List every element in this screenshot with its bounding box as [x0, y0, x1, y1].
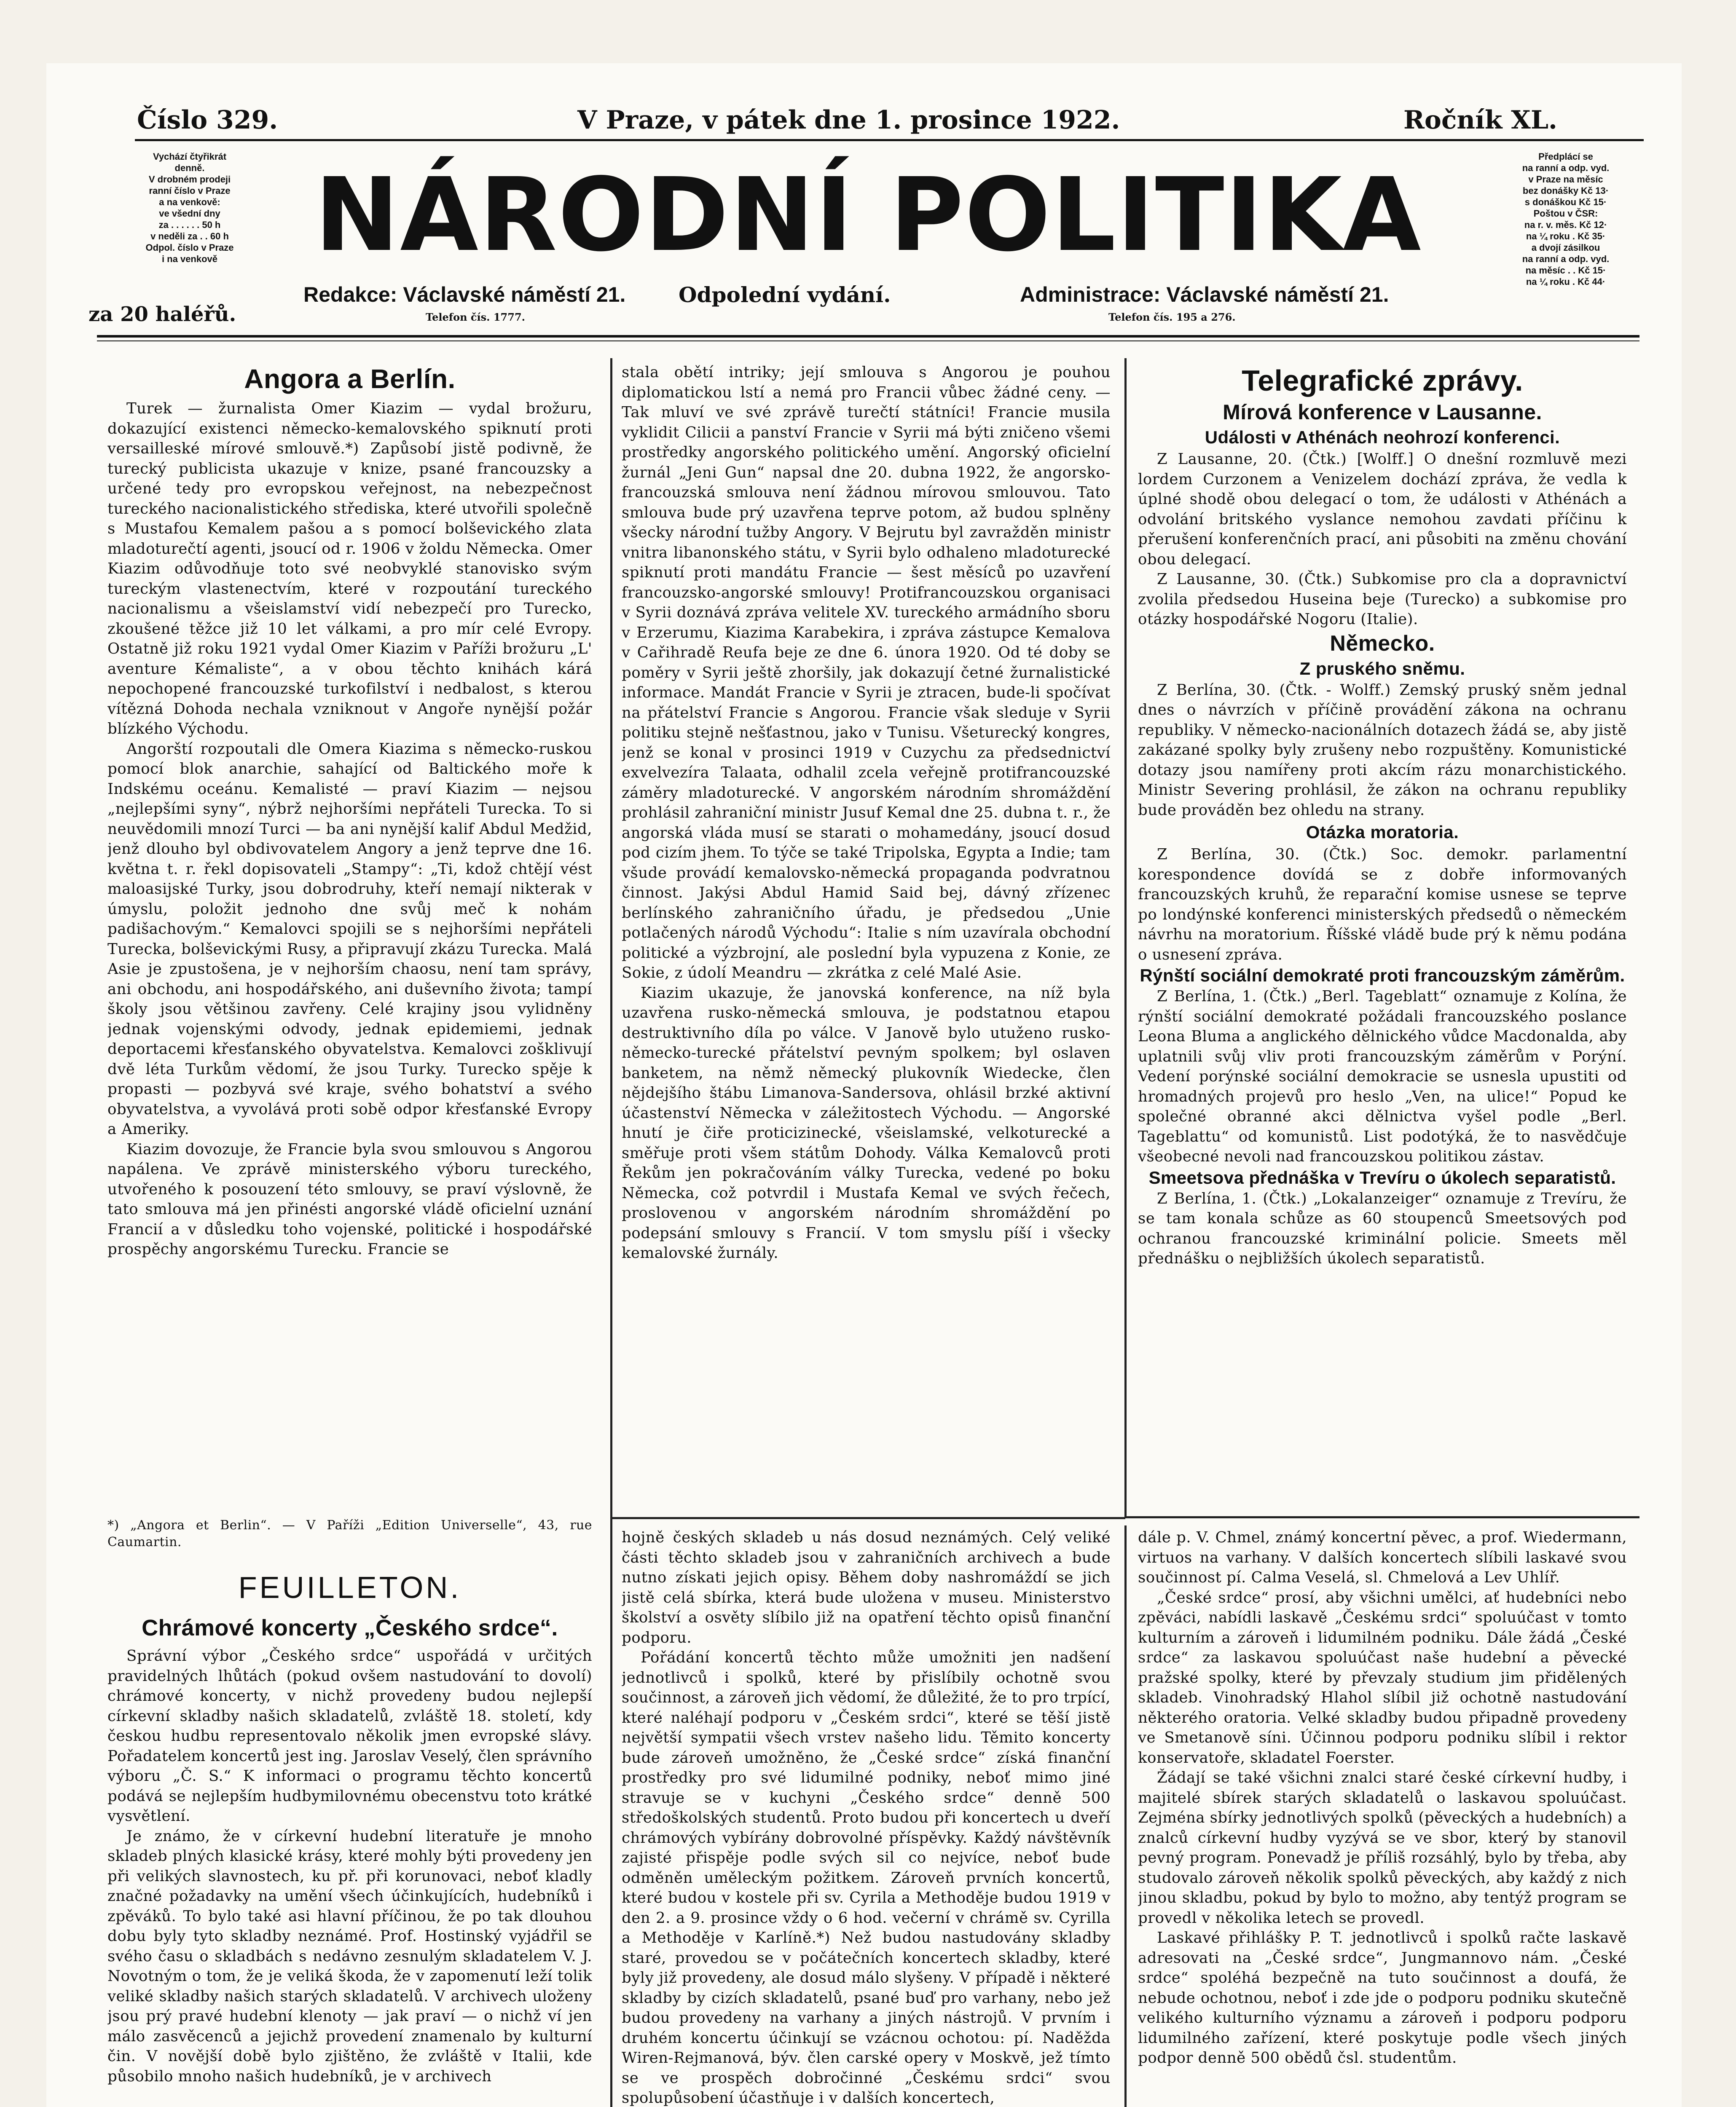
column-rule-3: [1124, 1525, 1127, 2107]
feuilleton-column-1: [107, 1568, 592, 2107]
telegram-paragraph: Z Berlína, 1. (Čtk.) „Berl. Tageblatt“ oznamuje z Kolína, že rýnští sociální demokraté požádali francouzského poslance Leona Bluma a anglického dělnického vůdce Macdonalda, aby uplatnili svůj vliv proti francouzským záměrům v Porýní. Vedení porýnské sociální demokracie se usnesla upustiti od hromadných projevů pro heslo „Ven, na ulice!“ Popud ke společné obranné akci dělnictva vyšel podle „Berl. Tageblattu“ od komunistů. List podotýká, že to nasvědčuje všeobecné nevoli nad francouzskou politikou zástav.: [1138, 988, 1627, 1165]
section-subheading: Z pruského sněmu.: [1299, 658, 1465, 678]
feuilleton-paragraph: Žádají se také všichni znalci staré české církevní hudby, i majitelé sbírek starých skladatelů o laskavou spoluúčast. Zejména sbírky jednotlivých spolků (pěveckých a hudebních) a znalců církevní hudby vyzývá se ve sbor, který by stanovil pevný program. Ponevadž je příliš rozsáhlý, bylo by třeba, aby studovalo zároveň několik spolků pěveckých, aby každý z nich jinou skladbu, pokud by bylo to možno, aby tentýž program se provedl v několika letech se provedl.: [1138, 1769, 1627, 1927]
newspaper-title: NÁRODNÍ POLITIKA: [314, 156, 1422, 274]
administration-phone: Telefon čís. 195 a 276.: [1108, 311, 1236, 323]
footnote-text: *) „Angora et Berlin“. — V Paříži „Edition Universelle“, 43, rue Caumartin.: [107, 1518, 592, 1549]
section-heading: Mírová konference v Lausanne.: [1223, 400, 1542, 424]
article-angora-continuation: [622, 362, 1111, 1509]
editorial-phone: Telefon čís. 1777.: [426, 311, 526, 323]
feuilleton-paragraph: Laskavé přihlášky P. T. jednotlivců i spolků račte laskavě adresovati na „České srdce“, Jungmannovo nám. „České srdce“ spoléhá bezpečně na tuto součinnost a doufá, že nebude ochotnou, neboť i zde jde o podporu podniku skutečně velikého kulturního významu a zároveň i podporu podporu lidumilného zařízení, které poskytuje podle všech jiných podpor denně 500 obědů čsl. studentům.: [1138, 1929, 1627, 2067]
column-rule-1: [610, 358, 612, 2107]
angora-footnote: [107, 1517, 592, 1555]
section-subheading: Smeetsova přednáška v Trevíru o úkolech separatistů.: [1148, 1167, 1616, 1188]
section-subheading: Rýnští sociální demokraté proti francouzským záměrům.: [1140, 965, 1625, 985]
feuilleton-paragraph: hojně českých skladeb u nás dosud neznámých. Celý veliké části těchto skladeb jsou v zahraničních archivech a bude nutno získati jejich opisy. Během doby nashromáždí se jich jistě celá sbírka, která bude uložena v museu. Ministerstvo školství a osvěty slíbilo již na opatření těchto opisů finanční podporu.: [622, 1529, 1111, 1646]
section-heading: Německo.: [1330, 631, 1435, 656]
article-paragraph: Angorští rozpoutali dle Omera Kiazima s německo-ruskou pomocí blok anarchie, sahající od Baltického moře k Indskému oceánu. Kemalisté — praví Kiazim — nejsou „nejlepšími syny“, nýbrž nejhoršími nepřáteli Turecka. To si neuvědomili mnozí Turci — ba ani nynější kalif Abdul Medžid, jenž dlouho byl obdivovatelem Angory a jenž teprve dne 16. května t. r. řekl dopisovateli „Stampy“: „Ti, kdož chtějí vést maloasijské Turky, jsou dobrodruhy, kteří nemají nikterak v úmyslu, položit jednoho dne svůj meč k nohám padišachovým.“ Kemalovci spojili se s nejhoršími nepřáteli Turecka, bolševickými Rusy, a připravují zkázu Turecka. Malá Asie je zpustošena, je v nejhorším chaosu, není tam správy, ani obchodu, ani hospodářského, ani duševního života; tampí školy jsou většinou zavřeny. Celé krajiny jsou vylidněny jednak vojenskými odvody, jednak epidemiemi, jednak deportacemi křesťanského obyvatelstva. Kemalovci zošklivují dvě léta Turkům vědomí, že jsou Turky. Turecko spěje k propasti — pozbyvá své kraje, svého bohatství a svého obyvatelstva, a vyvolává proti sobě odpor křesťanské Evropy a Ameriky.: [107, 740, 592, 1138]
left-price: za 20 haléřů.: [89, 303, 236, 326]
article-paragraph: Kiazim ukazuje, že janovská konference, na níž byla uzavřena rusko-německá smlouva, je podstatnou etapou destruktivního díla po válce. V Janově bylo utuženo rusko-německo-turecké přátelství pevným spolkem; byl oslaven banketem, na němž německý plukovník Wiedecke, člen nějdejšího štábu Limanova-Sandersova, ohlásil brzké aktivní účastenství Německa v záležitostech Východu. — Angorské hnutí je čiře proticizinecké, všeislamské, velkoturecké a směřuje proti všem státům Dohody. Válka Kemalovců proti Řekům jen pokračováním války Turecka, vedené po boku Německa, což potvrdil i Mustafa Kemal ve svých řečech, proslovenou v angorském národním shromáždění po podepsání smlouvy s Francií. V tom smyslu píší i všecky kemalovské žurnály.: [622, 984, 1111, 1262]
top-rule: [135, 139, 1644, 141]
left-info-box: Vychází čtyřikrát denně. V drobném prodeji ranní číslo v Praze a na venkově: ve všední dny za . . . . . . 50 h v neděli za . . 60 h Odpol. číslo v Praze i na venkově: [145, 151, 234, 264]
feuilleton-label: FEUILLETON.: [238, 1571, 462, 1605]
telegram-paragraph: Z Lausanne, 30. (Čtk.) Subkomise pro cla a dopravnictví zvolila předsedou Huseina beje (Turecko) a subkomise pro otázky hospodářské Nogoru (Italie).: [1138, 571, 1627, 628]
editorial-address: Redakce: Václavské náměstí 21.: [303, 283, 626, 306]
section-subheading: Otázka moratoria.: [1306, 822, 1459, 842]
telegram-end-rule: [1125, 1516, 1639, 1518]
column-rule-2: [1124, 358, 1127, 1517]
feuilleton-paragraph: Správní výbor „Českého srdce“ uspořádá v určitých pravidelných lhůtách (pokud ovšem nastudování to dovolí) chrámové koncerty, v nichž provedeny budou nejlepší církevní skladby našich skladatelů, zvláště 18. století, kdy českou hudbu representovalo několik jmen evropské slávy. Pořadatelem koncertů jest ing. Jaroslav Veselý, člen správního výboru „Č. S.“ K informaci o programu těchto koncertů podává se nejlepším hudbymilovnému obecenstvu toto krátké vysvětlení.: [107, 1647, 592, 1825]
dateline: V Praze, v pátek dne 1. prosince 1922.: [577, 105, 1120, 135]
top-line: [84, 105, 1610, 139]
volume: Ročník XL.: [1403, 105, 1557, 135]
telegram-paragraph: Z Berlína, 1. (Čtk.) „Lokalanzeiger“ oznamuje z Trevíru, že se tam konala schůze as 60 stoupenců Smeetsových pod ochranou francouzské kriminální policie. Smeets měl přednášku o nejbližších úkolech separatistů.: [1138, 1190, 1627, 1267]
article-title: Angora a Berlín.: [244, 364, 456, 394]
telegrams-title: Telegrafické zprávy.: [1242, 364, 1523, 397]
article-paragraph: stala obětí intriky; její smlouva s Angorou je pouhou diplomatickou lstí a nemá pro Francii vůbec žádné ceny. — Tak mluví ve své zprávě turečtí státníci! Francie musila vyklidit Cilicii a panství Francie v Syrii má býti zničeno všemi prostředky angorského politického umění. Angorský oficielní žurnál „Jeni Gun“ napsal dne 20. dubna 1922, že angorsko-francouzská smlouva není žádnou mírovou smlouvou. Tato smlouva bude prý uzavřena teprve potom, až budou splněny všecky národní tužby Angory. V Bejrutu byl zavražděn ministr vnitra libanonského státu, v Syrii bylo odhaleno mladoturecké spiknutí proti mandátu Francie — šest měsíců po uzavření francouzsko-angorské smlouvy! Protifrancouzskou organisaci v Syrii doznává zpráva velitele XV. tureckého armádního sboru v Erzerumu, Kiazima Karabekira, i zpráva zástupce Kemalova v Cařihradě Reufa beje ze dne 6. února 1920. Od té doby se poměry v Syrii ještě zhoršily, jak dokazují četné žurnalistické informace. Mandát Francie v Syrii je ztracen, bude-li spočívat na přátelství Francie s Angorou. Francie však sleduje v Syrii politiku stejně nešťastnou, jako v Tunisu. Všeturecký kongres, jenž se konal v prosinci 1919 v Cuzychu za předsednictví exvelvezíra Talaata, odhalil zcela veřejně protifrancouzské záměry mladoturecké. V angorském národním shromáždění prohlásil zahraniční ministr Jusuf Kemal dne 25. dubna t. r., že angorská vláda musí se starati o mohamedány, jsoucí dosud pod cizím jhem. To týče se také Tripolska, Egypta a Indie; tam všude provádí kemalovsko-německá propaganda podvratnou činnost. Jakýsi Abdul Hamid Said bej, dávný zřízenec berlínského zahraničního úřadu, je předsedou „Unie potlačených národů Východu“: Italie s ním uzavírala obchodní politické a výzbrojní, ale poslední byla vypuzena z Konie, ze Sokie, z údolí Meandru — zkrátka z celé Malé Asie.: [622, 364, 1111, 981]
masthead-rule: [97, 335, 1639, 338]
section-subheading: Události v Athénách neohrozí konferenci.: [1205, 427, 1560, 447]
middle-top-end-rule: [611, 1517, 1125, 1519]
article-paragraph: Kiazim dovozuje, že Francie byla svou smlouvou s Angorou napálena. Ve zprávě ministerského výboru tureckého, utvořeného k posouzení této smlouvy, se praví výslovně, že tato smlouva má jen přinésti angorské vládě oficielní uznání Francií a v důsledku toho vojenské, politické i hospodářské prospěchy angorskému Turecku. Francie se: [107, 1140, 592, 1258]
issue-number: Číslo 329.: [137, 105, 278, 135]
feuilleton-title: Chrámové koncerty „Českého srdce“.: [142, 1615, 558, 1641]
edition-label: Odpolední vydání.: [679, 282, 891, 307]
feuilleton-paragraph: Pořádání koncertů těchto může umožniti jen nadšení jednotlivců i spolků, které by přislíbily ochotně svou součinnost, a zároveň jich vědomí, že důležité, že to pro trpící, které naléhají podporu v „Českém srdci“, které se těší jistě největší sympatii všech vrstev našeho lidu. Těmito koncerty bude zároveň umožněno, že „České srdce“ získá finanční prostředky pro své lidumilné podniky, neboť mimo jiné stravuje se v kuchyni „Českého srdce“ denně 500 středoškolských studentů. Proto budou při koncertech u dveří chrámových vybírány dobrovolné příspěvky. Každý návštěvník zajisté přispěje podle svých sil co nejvíce, neboť bude odměněn uměleckým požitkem. Zároveň prvních koncertů, které budou v kostele při sv. Cyrila a Methoděje budou 1919 v den 2. a 9. prosince vždy o 6 hod. večerní v chrámě sv. Cyrilla a Methoděje v Karlíně.*) Než budou nastudovány skladby staré, provedou se v počátečních koncertech skladby, které byly již provedeny, ale dosud málo slyšeny. V případě i některé skladby by cizích skladatelů, psané buď pro varhany, nebo jež budou provedeny na varhany a jiných nástrojů. V prvním i druhém koncertu účinkují se vzácnou ochotou: pí. Naděžda Wiren-Rejmanová, býv. člen carské opery v Moskvě, jež tímto se ve prospěch dobročinné „Českému srdci“ svou spolupůsobení účastňuje i v dalších koncertech,: [622, 1649, 1111, 2107]
right-info-box: Předplácí se na ranní a odp. vyd. v Praze na měsíc bez donášky Kč 13· s donáškou Kč 15· Poštou v ČSR: na r. v. měs. Kč 12· na ¼ roku . Kč 35· a dvojí zásilkou na ranní a odp. vyd. na měsíc . . Kč 15· na ¼ roku . Kč 44·: [1522, 151, 1610, 287]
telegram-paragraph: Z Berlína, 30. (Čtk. - Wolff.) Zemský pruský sněm jednal dnes o návrzích v příčině provádění zákona na ochranu republiky. V německo-nacionálních dotazech žádá se, aby jistě zakázané spolky byly zrušeny nebo rozpuštěny. Komunistické dotazy jsou namířeny proti akcím rázu monarchistického. Ministr Severing prohlásil, že zákon na ochranu republiky bude prováděn bez ohledu na strany.: [1138, 681, 1627, 819]
telegram-paragraph: Z Berlína, 30. (Čtk.) Soc. demokr. parlamentní korespondence dovídá se z dobře informovaných francouzských kruhů, že reparační komise usnese se teprve po londýnské konferenci ministerských předsedů o německém návrhu na moratorium. Říšské vládě bude prý k němu podána o usnesení zpráva.: [1138, 846, 1627, 963]
telegram-paragraph: Z Lausanne, 20. (Čtk.) [Wolff.] O dnešní rozmluvě mezi lordem Curzonem a Venizelem dochází zpráva, že vedla k úplné shodě obou delegací o tom, že události v Athénách a odvolání britského vyslance nemohou zavdati příčinu k přerušení konferenčních prací, ani působiti na změnu chování obou delegací.: [1138, 450, 1627, 568]
article-paragraph: Turek — žurnalista Omer Kiazim — vydal brožuru, dokazující existenci německo-kemalovského spiknutí proti versailleské mírové smlouvě.*) Zapůsobí jistě podivně, že turecký publicista ukazuje v knize, psané francouzsky a určené tedy pro evropskou veřejnost, na nebezpečnost tureckého nacionalistického střediska, které utvořili společně s Mustafou Kemalem pašou a s pomocí bolševického zlata mladoturečtí agenti, jsoucí od r. 1906 v žoldu Německa. Omer Kiazim odůvodňuje toto své neobvyklé stanovisko svým tureckým vlastenectvím, které v rozpoutání tureckého nacionalismu a všeislamství vidí nebezpečí pro Turecko, zkoušené těžce již 10 let válkami, a pro mír celé Evropy. Ostatně již roku 1921 vydal Omer Kiazim v Paříži brožuru „L' aventure Kémaliste“, a v obou těchto knihách kárá nepochopené francouzské turkofilství i nedbalost, s kterou vítězná Dohoda nechala vzniknout v Angoře nynější požár blízkého Východu.: [107, 400, 592, 737]
feuilleton-paragraph: dále p. V. Chmel, známý koncertní pěvec, a prof. Wiedermann, virtuos na varhany. V dalších koncertech slíbili laskavé svou součinnost pí. Calma Veselá, sl. Chmelová a Lev Uhlíř.: [1138, 1529, 1627, 1586]
administration-address: Administrace: Václavské náměstí 21.: [1020, 283, 1389, 306]
masthead-rule-thin: [97, 340, 1639, 341]
feuilleton-paragraph: Je známo, že v církevní hudební literatuře je mnoho skladeb plných klasické krásy, které mohly býti provedeny jen při velikých slavnostech, ku př. při korunovaci, neboť kladly značné požadavky na umění všech účinkujících, hudebníků i zpěváků. To bylo také asi hlavní příčinou, že po tak dlouhou dobu byly tyto skladby neznámé. Prof. Hostinský vyjádřil se svého času o skladbách s nedávno zesnulým skladatelem V. J. Novotným o tom, že je veliká škoda, že v zapomenutí leží tolik veliké skladby našich starých skladatelů. V archivech uloženy jsou prý pravé hudební klenoty — jak praví — o nichž ví jen málo zasvěcenců a jejichž provedení znamenalo by kulturní čin. V novější době bylo zjištěno, že zvláště v Italii, kde působilo mnoho našich hudebníků, je v archivech: [107, 1827, 592, 2085]
feuilleton-column-2: [622, 1528, 1111, 2107]
feuilleton-paragraph: „České srdce“ prosí, aby všichni umělci, ať hudebníci nebo zpěváci, nabídli laskavě „Českému srdci“ spoluúčast v tomto kulturním a zároveň i lidumilném podniku. Dále žádá „České srdce“ za laskavou spoluúčast naše hudební a pěvecké pražské spolky, které by převzaly studium jim přidělených skladeb. Vinohradský Hlahol slíbil již ochotně nastudování některého oratoria. Velké skladby budou připadně provedeny ve Smetanově síni. Účinnou podporu podniku slíbil i rektor konservatoře, skladatel Foerster.: [1138, 1589, 1627, 1767]
telegrams-section: [1138, 362, 1627, 1509]
feuilleton-column-3: [1138, 1528, 1627, 2107]
